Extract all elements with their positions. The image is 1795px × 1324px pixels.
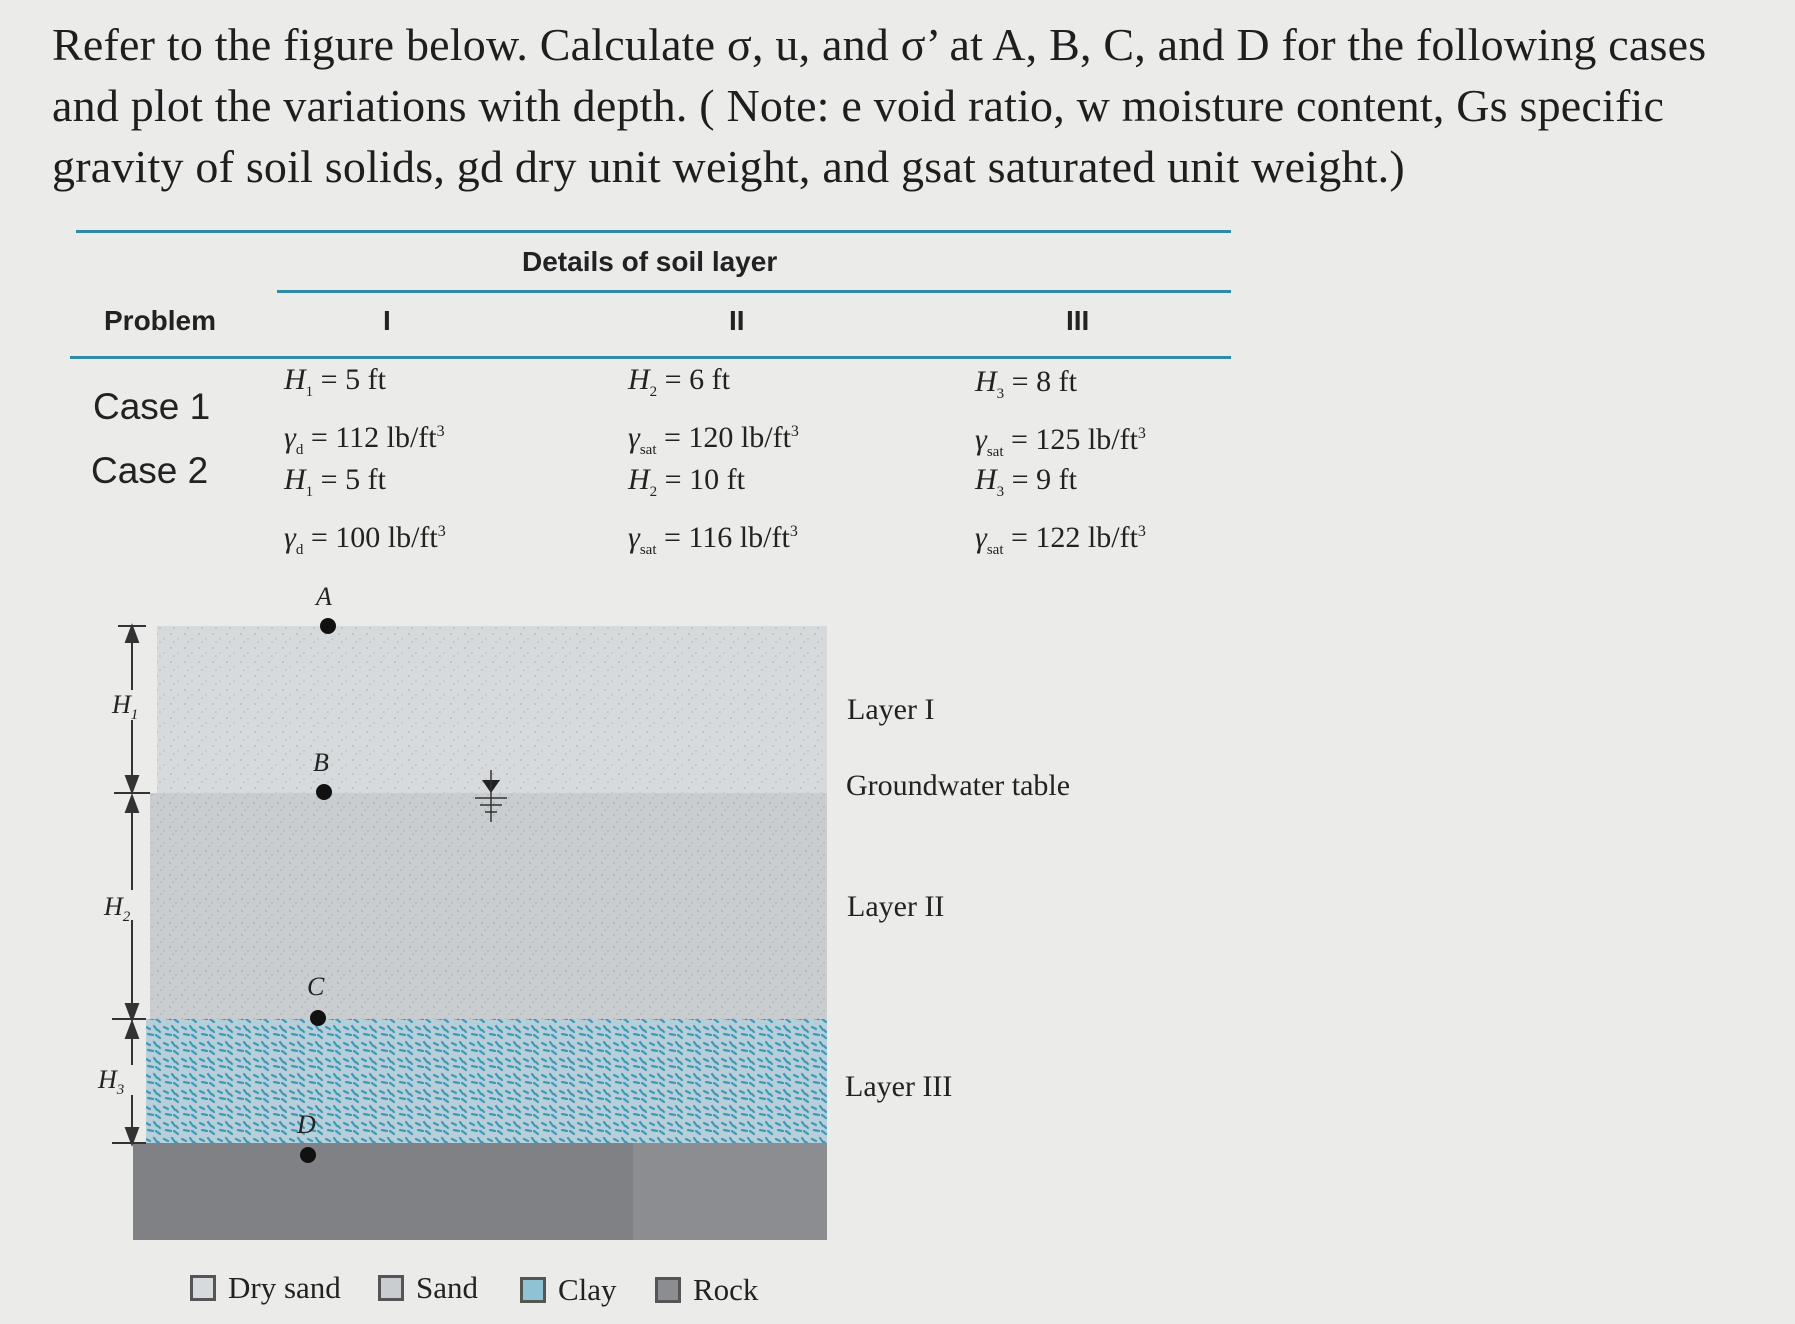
groundwater-table-label: Groundwater table xyxy=(846,769,1071,802)
sand-swatch xyxy=(378,1275,404,1301)
case-2-layer-1: $H_1 = 5$ ft $\gamma_d = 100$ $lb/ft^3$ xyxy=(284,463,446,558)
group-header: Details of soil layer xyxy=(522,246,778,277)
rock-swatch xyxy=(655,1277,681,1303)
column-header-I: I xyxy=(383,305,391,336)
point-c-label: C xyxy=(307,972,325,1001)
case-1-layer-3: $H_3 = 8$ ft $\gamma_{sat} = 125$ $lb/ft^3$ xyxy=(975,365,1146,460)
layer-3-clay xyxy=(146,1019,827,1143)
group-header-rule xyxy=(277,290,1231,293)
legend-sand: Sand xyxy=(378,1270,478,1306)
point-c-dot xyxy=(310,1010,326,1026)
layer-2-sand xyxy=(150,793,827,1019)
legend-dry-sand: Dry sand xyxy=(190,1270,341,1306)
legend-rock: Rock xyxy=(655,1272,758,1308)
h3-label: $H_3$ xyxy=(98,1065,125,1099)
column-header-III: III xyxy=(1066,305,1090,336)
table-top-rule xyxy=(76,230,1231,233)
case-1-layer-1: $H_1 = 5$ ft $\gamma_d = 112$ $lb/ft^3$ xyxy=(284,363,445,458)
question-text: Refer to the figure below. Calculate σ, u, and σ’ at A, B, C, and D for the following cases and plot the variations with depth. ( Note: e void ratio, w moisture content, Gs specific gravity of soil solids, gd dry unit weight, and gsat saturated unit weight.) xyxy=(52,19,1707,192)
case-2-layer-2: $H_2 = 10$ ft $\gamma_{sat} = 116$ $lb/ft^3$ xyxy=(628,463,798,558)
case-1-label: Case 1 xyxy=(93,386,211,427)
problem-header: Problem xyxy=(104,305,217,336)
case-2-label: Case 2 xyxy=(91,450,209,491)
point-b-dot xyxy=(316,784,332,800)
layer-1-dry-sand xyxy=(157,626,827,793)
soil-profile-diagram xyxy=(0,560,1795,1324)
point-b-label: B xyxy=(313,748,329,777)
column-header-II: II xyxy=(729,305,745,336)
layer-1-label: Layer I xyxy=(847,693,935,726)
point-d-label: D xyxy=(297,1110,316,1139)
case-2-layer-3: $H_3 = 9$ ft $\gamma_{sat} = 122$ $lb/ft^3$ xyxy=(975,463,1146,558)
column-header-rule xyxy=(70,356,1231,359)
dry-sand-swatch xyxy=(190,1275,216,1301)
point-a-dot xyxy=(320,618,336,634)
h1-label: $H_1$ xyxy=(112,690,139,724)
h2-label: $H_2$ xyxy=(104,892,131,926)
clay-swatch xyxy=(520,1277,546,1303)
soil-profile-figure xyxy=(0,560,1795,1324)
layer-3-label: Layer III xyxy=(845,1070,953,1103)
point-d-dot xyxy=(300,1147,316,1163)
case-1-layer-2: $H_2 = 6$ ft $\gamma_{sat} = 120$ $lb/ft^3$ xyxy=(628,363,799,458)
layer-2-label: Layer II xyxy=(847,890,945,923)
legend-clay: Clay xyxy=(520,1272,617,1308)
point-a-label: A xyxy=(316,582,332,611)
